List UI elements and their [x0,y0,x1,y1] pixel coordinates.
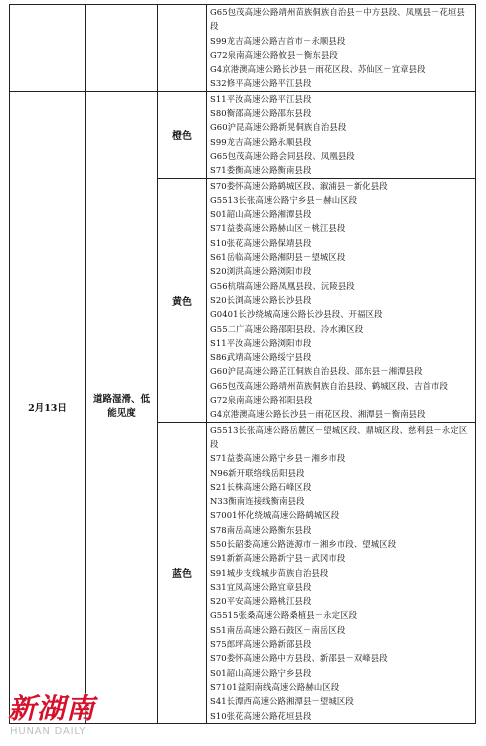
warning-type-cell: 道路湿滑、低能见度 [86,91,158,723]
table-row-continued [10,5,476,92]
hunan-daily-watermark [8,692,128,744]
road-item: G5513长张高速公路岳麓区－望城区段、鼎城区段、慈利县－永定区段 [210,424,468,449]
road-item: G60沪昆高速公路新晃侗族自治县段 [210,122,347,133]
date-cell: 2月13日 [10,91,86,723]
road-item: S31宜凤高速公路宜章县段 [210,581,312,592]
road-item: G5515张桑高速公路桑植县－永定区段 [210,610,358,621]
road-item: S78南岳高速公路衡东县段 [210,524,312,535]
road-item: G72泉南高速公路攸县－衡东县段 [210,49,338,60]
road-item: S01韶山高速公路宁乡县段 [210,667,312,678]
road-item: G55二广高速公路邵阳县段、冷水滩区段 [210,323,364,334]
watermark-subtitle: HUNAN DAILY [10,726,87,737]
road-item: S01韶山高速公路湘潭县段 [210,209,312,220]
road-item: N96新开联络线岳阳县段 [210,467,305,478]
type-cell-empty [86,5,158,92]
road-item: S99龙吉高速公路永顺县段 [210,136,312,147]
road-item: S70娄怀高速公路鹤城区段、溆浦县－新化县段 [210,180,388,191]
road-item: G72泉南高速公路祁阳县段 [210,395,313,406]
road-item: S86武靖高速公路绥宁县段 [210,352,312,363]
road-item: S11平汝高速公路平江县段 [210,93,312,104]
road-list-continued [207,5,476,92]
road-item: S80衡邵高速公路邵东县段 [210,108,312,119]
road-list-blue [207,422,476,723]
road-item: G60沪昆高速公路芷江侗族自治县段、邵东县－湘潭县段 [210,366,423,377]
warning-table [9,4,476,724]
road-item: S91城步支线城步苗族自治县段 [210,567,329,578]
road-item: G4京港澳高速公路长沙县－雨花区段、苏仙区－宜章县段 [210,64,426,75]
level-cell-empty [158,5,207,92]
road-item: G65包茂高速公路靖州苗族侗族自治县段、鹤城区段、吉首市段 [210,380,448,391]
level-cell-yellow: 黄色 [158,178,207,422]
road-list-yellow [207,178,476,422]
road-list-orange [207,91,476,178]
date-cell-empty [10,5,86,92]
road-item: S70娄怀高速公路中方县段、新邵县－双峰县段 [210,653,388,664]
road-item: S50长韶娄高速公路涟源市－湘乡市段、望城区段 [210,538,397,549]
road-item: S20长浏高速公路长沙县段 [210,294,312,305]
road-item: G65包茂高速公路会同县段、凤凰县段 [210,150,355,161]
level-cell-blue: 蓝色 [158,422,207,723]
road-item: N33衡南连接线衡南县段 [210,496,305,507]
road-item: S7101益阳南线高速公路赫山区段 [210,681,340,692]
road-item: S61岳临高速公路湘阴县－望城区段 [210,252,346,263]
watermark-logo: 新湖南 [8,692,96,725]
road-item: S75郎坪高速公路新邵县段 [210,639,312,650]
level-cell-orange: 橙色 [158,91,207,178]
road-item: G0401长沙绕城高速公路长沙县段、开福区段 [210,309,383,320]
road-item: S20平安高速公路桃江县段 [210,596,312,607]
road-item: G4京港澳高速公路长沙县－雨花区段、湘潭县－衡南县段 [210,409,426,420]
road-item: S10张花高速公路保靖县段 [210,237,312,248]
road-item: S91新新高速公路新宁县－武冈市段 [210,553,346,564]
road-item: S10张花高速公路花垣县段 [210,710,312,721]
road-item: S71益娄高速公路宁乡县－湘乡市段 [210,453,346,464]
road-item: S71益娄高速公路赫山区－桃江县段 [210,223,346,234]
road-item: S11平汝高速公路浏阳市段 [210,337,312,348]
road-item: S41长潭西高速公路湘潭县－望城区段 [210,696,354,707]
table-row-orange [10,91,476,178]
road-item: S7001怀化绕城高速公路鹤城区段 [210,510,340,521]
road-item: S51南岳高速公路石鼓区－南岳区段 [210,624,346,635]
road-item: S20浏洪高速公路浏阳市段 [210,266,312,277]
road-item: G56杭瑞高速公路凤凰县段、沅陵县段 [210,280,355,291]
road-item: G65包茂高速公路靖州苗族侗族自治县－中方县段、凤凰县－花垣县段 [210,7,465,32]
road-item: G5513长张高速公路宁乡县－赫山区段 [210,194,358,205]
road-item: S21长株高速公路石峰区段 [210,481,312,492]
road-item: S71娄衡高速公路衡南县段 [210,165,312,176]
road-item: S32修平高速公路平江县段 [210,78,312,89]
road-item: S99龙吉高速公路吉首市－永顺县段 [210,35,346,46]
